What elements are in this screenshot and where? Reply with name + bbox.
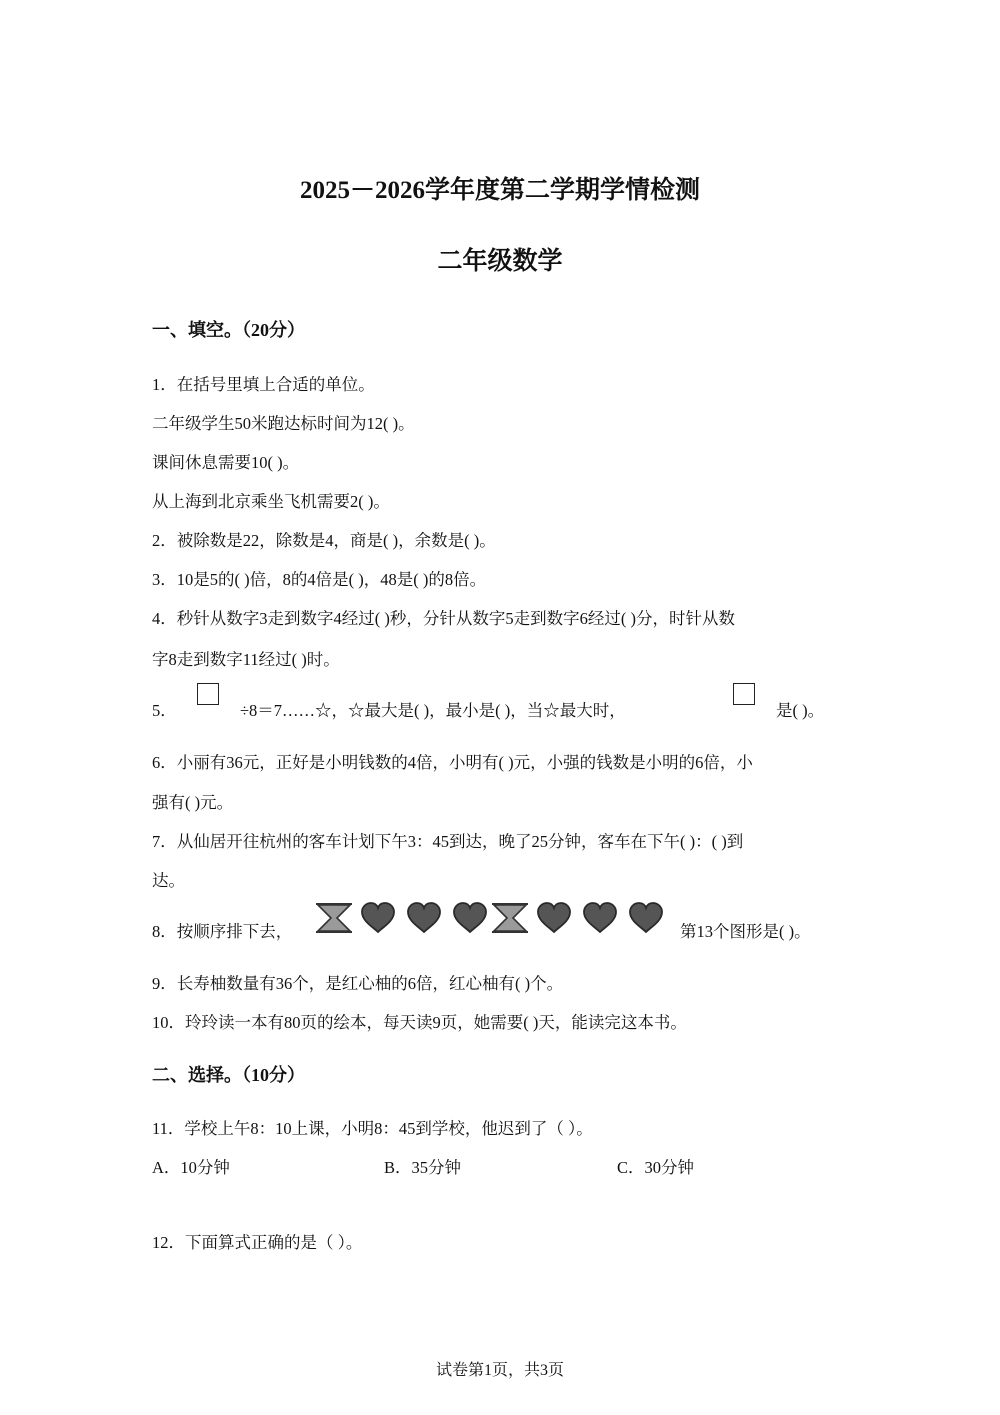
question-5-number: 5．	[152, 701, 177, 720]
question-11-stem: 11．学校上午8：10上课，小明8：45到学校，他迟到了（ ）。	[152, 1119, 593, 1138]
question-4-line-2: 字8走到数字11经过( )时。	[152, 650, 340, 669]
question-1-stem: 1．在括号里填上合适的单位。	[152, 375, 375, 394]
question-1-item-c: 从上海到北京乘坐飞机需要2( )。	[152, 492, 390, 511]
question-8-prefix: 8．按顺序排下去，	[152, 922, 293, 941]
question-12-stem: 12．下面算式正确的是（ ）。	[152, 1233, 363, 1252]
heart-icon	[581, 901, 619, 935]
exam-title: 2025－2026学年度第二学期学情检测	[299, 177, 700, 204]
exam-subtitle: 二年级数学	[437, 248, 563, 275]
question-5-end: 是( )。	[776, 701, 825, 720]
section-heading-choice: 二、选择。（10分）	[152, 1065, 305, 1085]
question-11-option-a[interactable]: A．10分钟	[152, 1158, 230, 1177]
question-1-item-b: 课间休息需要10( )。	[152, 453, 300, 472]
question-11-option-c[interactable]: C．30分钟	[617, 1158, 695, 1177]
question-6-line-2: 强有( )元。	[152, 793, 234, 812]
heart-icon	[627, 901, 665, 935]
question-1-item-a: 二年级学生50米跑达标时间为12( )。	[152, 414, 415, 433]
question-4-line-1: 4．秒针从数字3走到数字4经过( )秒，分针从数字5走到数字6经过( )分，时针从数	[152, 609, 735, 628]
hourglass-icon	[491, 901, 529, 935]
question-10: 10．玲玲读一本有80页的绘本，每天读9页，她需要( )天，能读完这本书。	[152, 1013, 687, 1032]
hourglass-icon	[315, 901, 353, 935]
question-8-suffix: 第13个图形是( )。	[680, 922, 811, 941]
question-5-text: ÷8＝7……☆，☆最大是( )，最小是( )，当☆最大时，	[240, 701, 626, 720]
question-3: 3．10是5的( )倍，8的4倍是( )，48是( )的8倍。	[152, 570, 487, 589]
heart-icon	[451, 901, 489, 935]
blank-square-icon	[197, 683, 219, 705]
question-7-line-1: 7．从仙居开往杭州的客车计划下午3：45到达，晚了25分钟，客车在下午( )：( )到	[152, 832, 744, 851]
page-footer: 试卷第1页，共3页	[435, 1362, 564, 1379]
blank-square-icon	[733, 683, 755, 705]
question-2: 2．被除数是22，除数是4，商是( )，余数是( )。	[152, 531, 496, 550]
heart-icon	[405, 901, 443, 935]
section-heading-fill-blank: 一、填空。（20分）	[152, 320, 305, 340]
question-11-option-b[interactable]: B．35分钟	[384, 1158, 462, 1177]
heart-icon	[359, 901, 397, 935]
question-6-line-1: 6．小丽有36元，正好是小明钱数的4倍，小明有( )元，小强的钱数是小明的6倍，小	[152, 753, 753, 772]
question-9: 9．长寿柚数量有36个，是红心柚的6倍，红心柚有( )个。	[152, 974, 564, 993]
question-7-line-2: 达。	[152, 871, 185, 890]
heart-icon	[535, 901, 573, 935]
